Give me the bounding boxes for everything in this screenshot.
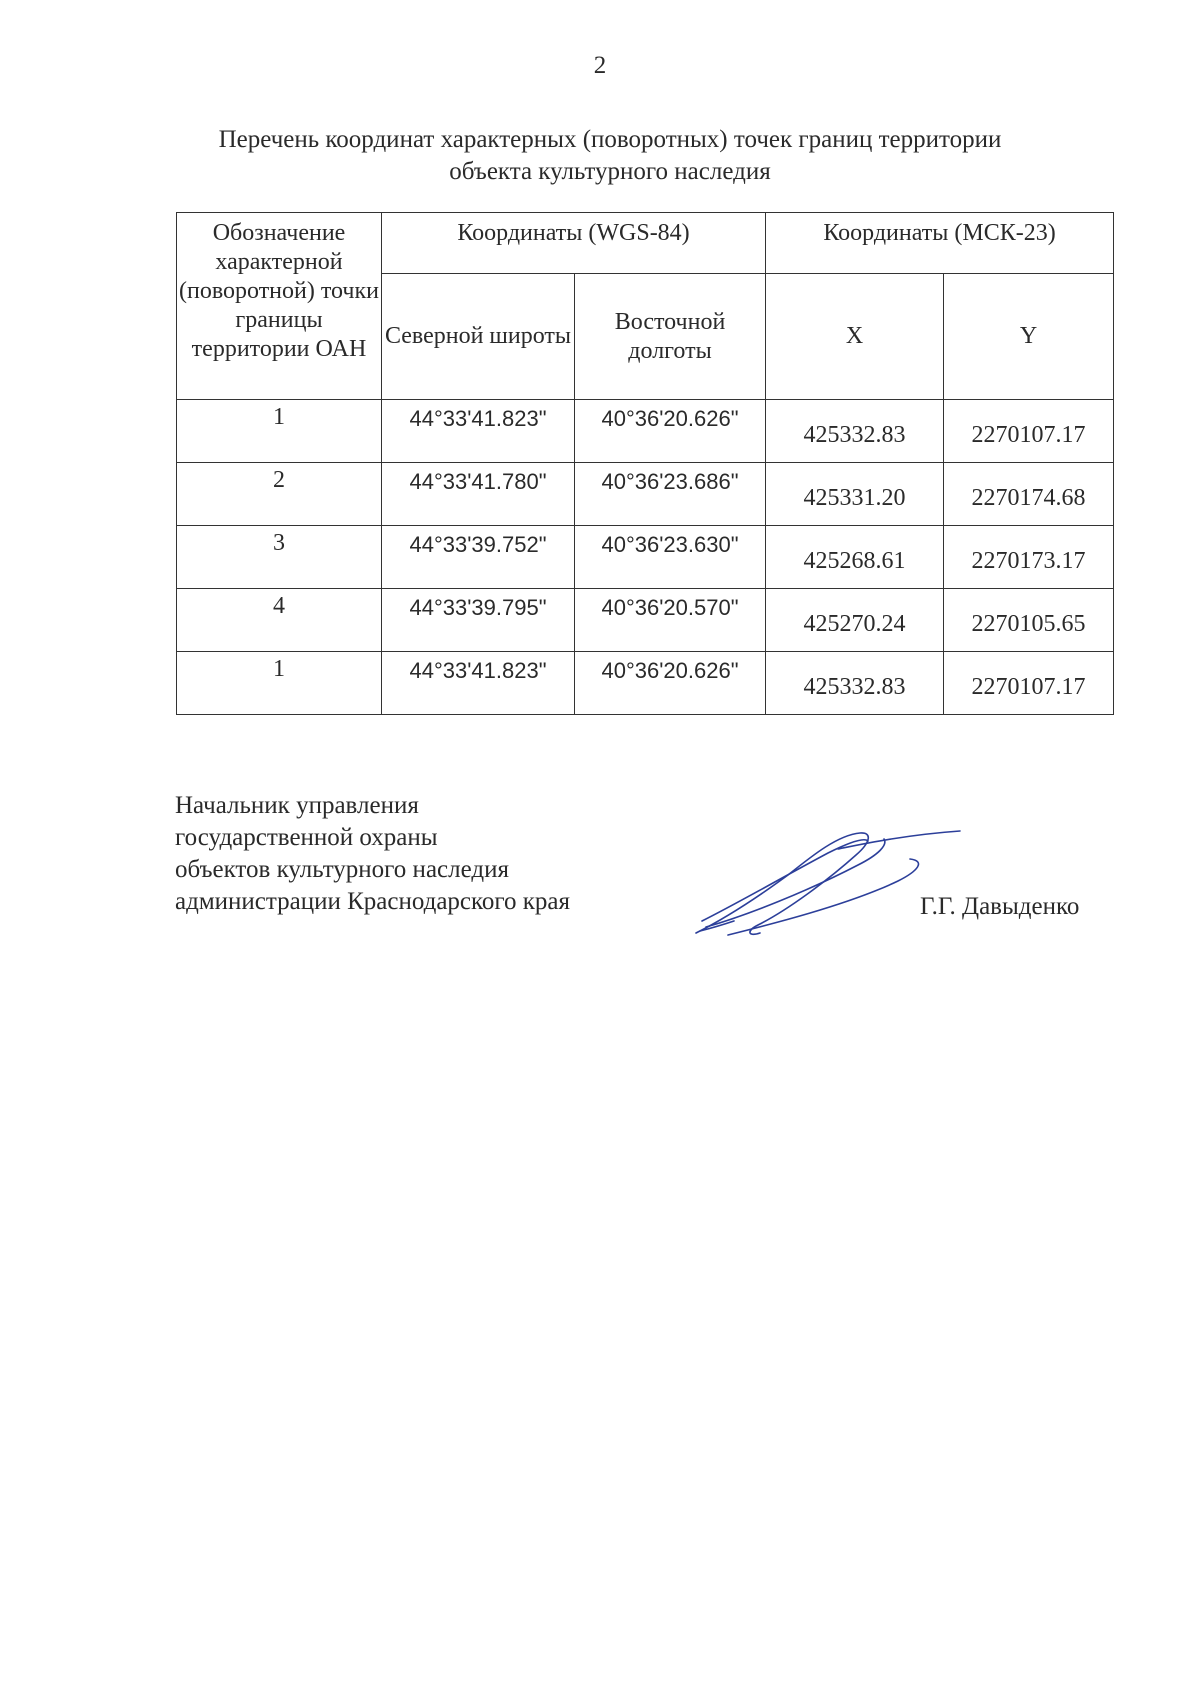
cell-y: 2270173.17 <box>944 526 1114 589</box>
cell-x: 425270.24 <box>766 589 944 652</box>
cell-latitude: 44°33'41.780" <box>382 463 575 526</box>
table-row <box>177 400 1114 463</box>
cell-longitude: 40°36'20.626" <box>575 652 766 715</box>
signatory-position <box>175 790 570 918</box>
signatory-line: объектов культурного наследия <box>175 856 509 883</box>
cell-longitude: 40°36'20.570" <box>575 589 766 652</box>
header-x: X <box>766 274 944 400</box>
cell-latitude: 44°33'41.823" <box>382 652 575 715</box>
header-point-designation: Обозначение характерной (поворотной) точки границы территории ОАН <box>177 213 382 400</box>
table-row <box>177 526 1114 589</box>
cell-latitude: 44°33'39.752" <box>382 526 575 589</box>
table-row <box>177 463 1114 526</box>
cell-point: 4 <box>177 589 382 652</box>
cell-longitude: 40°36'23.630" <box>575 526 766 589</box>
signer-name: Г.Г. Давыденко <box>920 893 1080 920</box>
header-east-longitude: Восточной долготы <box>575 274 766 400</box>
signatory-line: администрации Краснодарского края <box>175 888 571 915</box>
document-title <box>180 124 1040 188</box>
cell-x: 425331.20 <box>766 463 944 526</box>
coordinates-table <box>176 212 1114 715</box>
cell-point: 2 <box>177 463 382 526</box>
cell-latitude: 44°33'41.823" <box>382 400 575 463</box>
signatory-line: государственной охраны <box>175 824 438 851</box>
header-north-latitude: Северной широты <box>382 274 575 400</box>
table-row <box>177 652 1114 715</box>
title-line-2: объекта культурного наследия <box>449 158 771 185</box>
cell-x: 425332.83 <box>766 652 944 715</box>
cell-y: 2270107.17 <box>944 652 1114 715</box>
title-line-1: Перечень координат характерных (поворотных) точек границ территории <box>218 126 1002 153</box>
cell-point: 3 <box>177 526 382 589</box>
cell-latitude: 44°33'39.795" <box>382 589 575 652</box>
cell-point: 1 <box>177 652 382 715</box>
cell-point: 1 <box>177 400 382 463</box>
table-header-row <box>177 213 1114 274</box>
cell-x: 425332.83 <box>766 400 944 463</box>
cell-x: 425268.61 <box>766 526 944 589</box>
table-row <box>177 589 1114 652</box>
header-wgs84: Координаты (WGS-84) <box>382 213 766 274</box>
header-y: Y <box>944 274 1114 400</box>
cell-y: 2270105.65 <box>944 589 1114 652</box>
page-number: 2 <box>593 52 607 79</box>
cell-y: 2270174.68 <box>944 463 1114 526</box>
signatory-line: Начальник управления <box>175 792 419 819</box>
cell-longitude: 40°36'20.626" <box>575 400 766 463</box>
header-msk23: Координаты (МСК-23) <box>766 213 1114 274</box>
cell-y: 2270107.17 <box>944 400 1114 463</box>
cell-longitude: 40°36'23.686" <box>575 463 766 526</box>
handwritten-signature <box>688 825 968 945</box>
